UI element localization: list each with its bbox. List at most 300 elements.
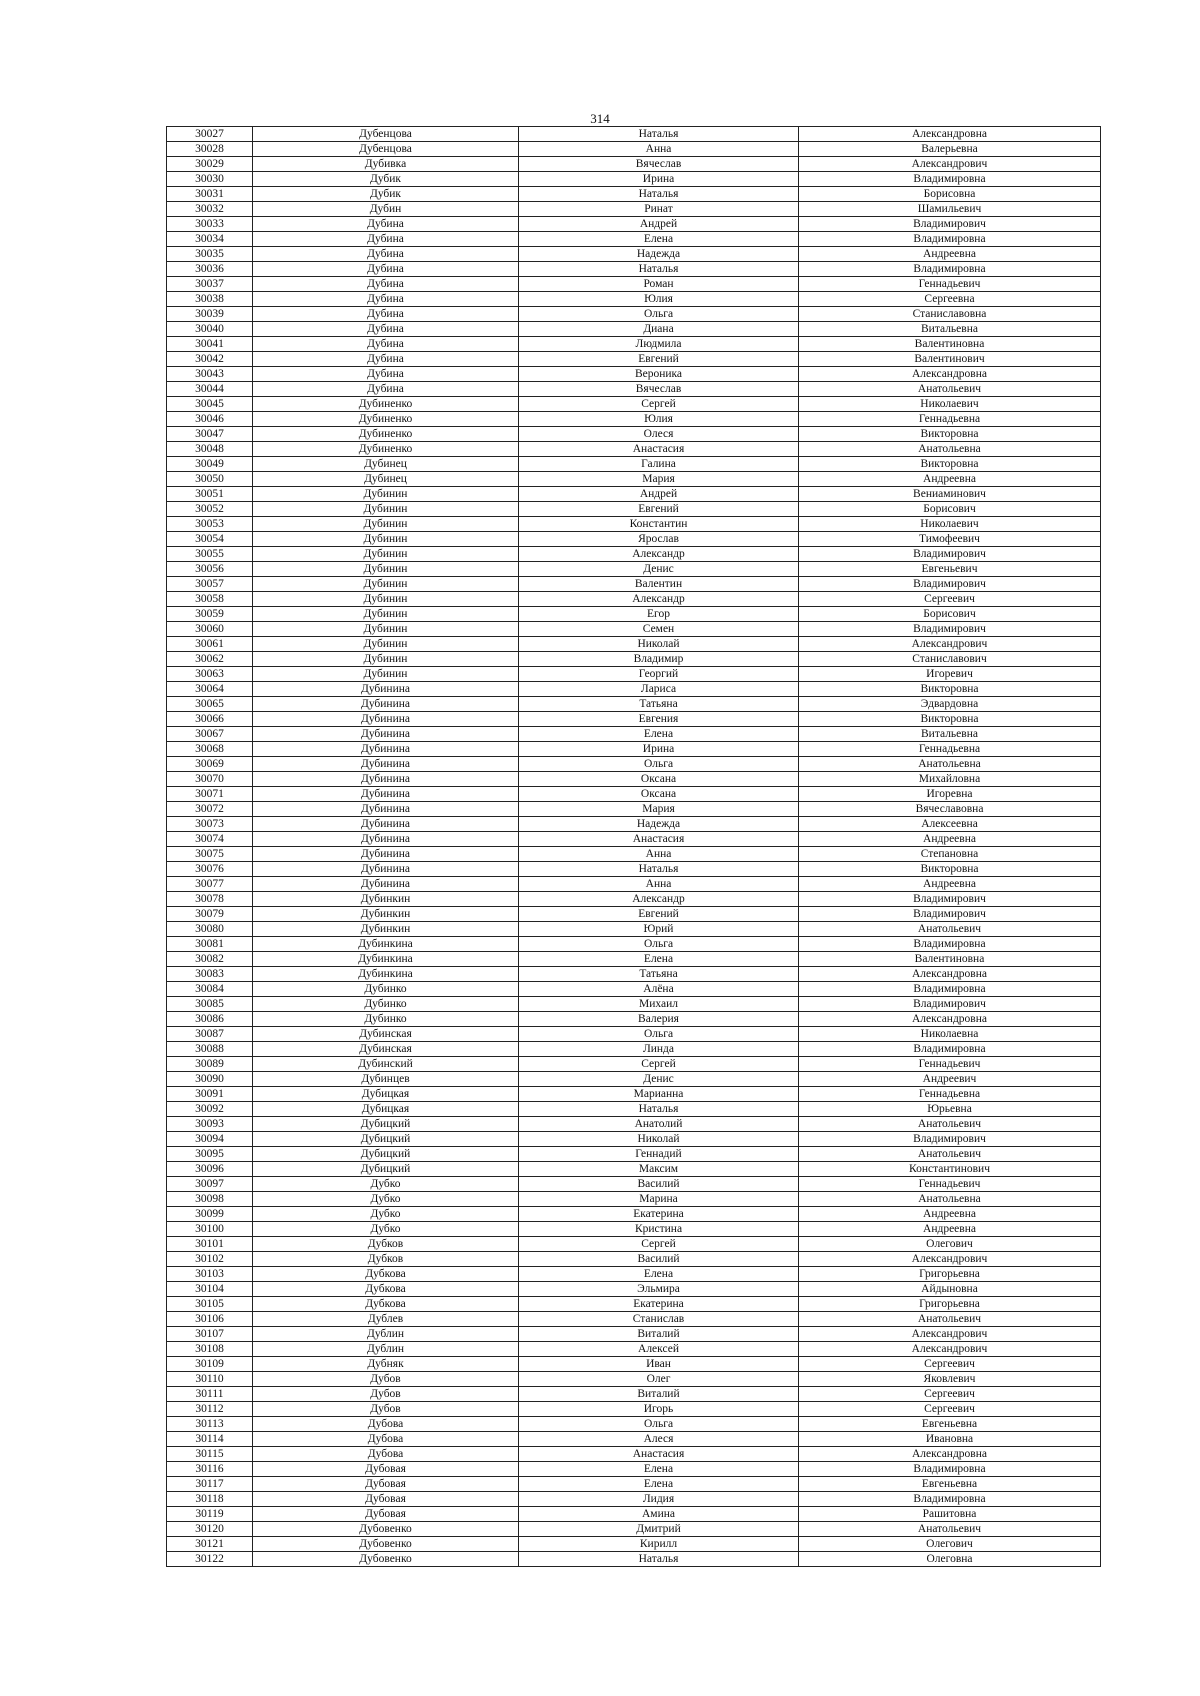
name-cell: Сергей — [519, 397, 799, 412]
surname-cell: Дубина — [253, 217, 519, 232]
name-cell: Александр — [519, 592, 799, 607]
patronymic-cell: Владимировна — [799, 1492, 1101, 1507]
surname-cell: Дубицкий — [253, 1117, 519, 1132]
name-cell: Юлия — [519, 292, 799, 307]
name-cell: Семен — [519, 622, 799, 637]
patronymic-cell: Викторовна — [799, 712, 1101, 727]
surname-cell: Дубина — [253, 262, 519, 277]
name-cell: Вячеслав — [519, 157, 799, 172]
surname-cell: Дубиненко — [253, 397, 519, 412]
name-cell: Елена — [519, 952, 799, 967]
surname-cell: Дубинская — [253, 1027, 519, 1042]
table-row — [167, 1147, 1101, 1162]
row-id-cell: 30035 — [167, 247, 253, 262]
surname-cell: Дубкова — [253, 1297, 519, 1312]
patronymic-cell: Витальевна — [799, 322, 1101, 337]
name-cell: Анна — [519, 877, 799, 892]
row-id-cell: 30059 — [167, 607, 253, 622]
table-row — [167, 1462, 1101, 1477]
row-id-cell: 30032 — [167, 202, 253, 217]
patronymic-cell: Шамильевич — [799, 202, 1101, 217]
name-cell: Геннадий — [519, 1147, 799, 1162]
table-row — [167, 1447, 1101, 1462]
surname-cell: Дубина — [253, 277, 519, 292]
name-cell: Евгений — [519, 502, 799, 517]
name-cell: Иван — [519, 1357, 799, 1372]
name-cell: Александр — [519, 547, 799, 562]
surname-cell: Дубинина — [253, 727, 519, 742]
table-row — [167, 1042, 1101, 1057]
name-cell: Виталий — [519, 1327, 799, 1342]
patronymic-cell: Валентиновна — [799, 337, 1101, 352]
name-cell: Линда — [519, 1042, 799, 1057]
patronymic-cell: Владимирович — [799, 907, 1101, 922]
name-cell: Андрей — [519, 217, 799, 232]
table-row — [167, 1162, 1101, 1177]
row-id-cell: 30091 — [167, 1087, 253, 1102]
surname-cell: Дубина — [253, 307, 519, 322]
row-id-cell: 30041 — [167, 337, 253, 352]
name-cell: Егор — [519, 607, 799, 622]
surname-cell: Дубивка — [253, 157, 519, 172]
patronymic-cell: Николаевна — [799, 1027, 1101, 1042]
patronymic-cell: Николаевич — [799, 397, 1101, 412]
surname-cell: Дубинина — [253, 877, 519, 892]
row-id-cell: 30029 — [167, 157, 253, 172]
row-id-cell: 30088 — [167, 1042, 253, 1057]
name-cell: Игорь — [519, 1402, 799, 1417]
surname-cell: Дубовенко — [253, 1537, 519, 1552]
table-row — [167, 172, 1101, 187]
surname-cell: Дубинец — [253, 457, 519, 472]
row-id-cell: 30099 — [167, 1207, 253, 1222]
table-row — [167, 307, 1101, 322]
name-cell: Людмила — [519, 337, 799, 352]
name-cell: Наталья — [519, 262, 799, 277]
row-id-cell: 30030 — [167, 172, 253, 187]
surname-cell: Дубова — [253, 1417, 519, 1432]
table-row — [167, 937, 1101, 952]
table-row — [167, 832, 1101, 847]
name-cell: Ярослав — [519, 532, 799, 547]
table-row — [167, 517, 1101, 532]
patronymic-cell: Евгеньевич — [799, 562, 1101, 577]
table-row — [167, 1177, 1101, 1192]
registry-table-body — [167, 127, 1101, 1567]
table-row — [167, 427, 1101, 442]
name-cell: Сергей — [519, 1057, 799, 1072]
name-cell: Надежда — [519, 817, 799, 832]
surname-cell: Дубов — [253, 1372, 519, 1387]
name-cell: Вероника — [519, 367, 799, 382]
surname-cell: Дубинина — [253, 712, 519, 727]
row-id-cell: 30033 — [167, 217, 253, 232]
table-row — [167, 322, 1101, 337]
surname-cell: Дублин — [253, 1327, 519, 1342]
row-id-cell: 30048 — [167, 442, 253, 457]
name-cell: Наталья — [519, 127, 799, 142]
name-cell: Елена — [519, 1462, 799, 1477]
table-row — [167, 157, 1101, 172]
name-cell: Евгения — [519, 712, 799, 727]
patronymic-cell: Геннадьевна — [799, 1087, 1101, 1102]
row-id-cell: 30057 — [167, 577, 253, 592]
surname-cell: Дубинин — [253, 637, 519, 652]
name-cell: Марина — [519, 1192, 799, 1207]
table-row — [167, 1102, 1101, 1117]
patronymic-cell: Андреевна — [799, 247, 1101, 262]
patronymic-cell: Геннадьевич — [799, 1177, 1101, 1192]
surname-cell: Дубинина — [253, 862, 519, 877]
name-cell: Татьяна — [519, 697, 799, 712]
surname-cell: Дубко — [253, 1207, 519, 1222]
surname-cell: Дубина — [253, 232, 519, 247]
row-id-cell: 30058 — [167, 592, 253, 607]
surname-cell: Дубинкин — [253, 892, 519, 907]
table-row — [167, 1237, 1101, 1252]
table-row — [167, 667, 1101, 682]
table-row — [167, 1072, 1101, 1087]
row-id-cell: 30097 — [167, 1177, 253, 1192]
surname-cell: Дубовая — [253, 1477, 519, 1492]
row-id-cell: 30044 — [167, 382, 253, 397]
patronymic-cell: Владимирович — [799, 1132, 1101, 1147]
surname-cell: Дубинин — [253, 652, 519, 667]
row-id-cell: 30095 — [167, 1147, 253, 1162]
patronymic-cell: Анатольевич — [799, 1147, 1101, 1162]
patronymic-cell: Анатольевна — [799, 757, 1101, 772]
surname-cell: Дубицкая — [253, 1102, 519, 1117]
table-row — [167, 592, 1101, 607]
row-id-cell: 30100 — [167, 1222, 253, 1237]
name-cell: Анна — [519, 847, 799, 862]
page-number: 314 — [590, 111, 610, 126]
patronymic-cell: Геннадьевич — [799, 1057, 1101, 1072]
name-cell: Ольга — [519, 757, 799, 772]
patronymic-cell: Степановна — [799, 847, 1101, 862]
row-id-cell: 30077 — [167, 877, 253, 892]
table-row — [167, 1267, 1101, 1282]
patronymic-cell: Анатольевна — [799, 442, 1101, 457]
patronymic-cell: Анатольевич — [799, 1312, 1101, 1327]
name-cell: Сергей — [519, 1237, 799, 1252]
patronymic-cell: Вячеславовна — [799, 802, 1101, 817]
row-id-cell: 30056 — [167, 562, 253, 577]
name-cell: Елена — [519, 727, 799, 742]
table-row — [167, 622, 1101, 637]
surname-cell: Дубинина — [253, 697, 519, 712]
table-row — [167, 757, 1101, 772]
name-cell: Екатерина — [519, 1297, 799, 1312]
table-row — [167, 847, 1101, 862]
table-row — [167, 232, 1101, 247]
table-row — [167, 967, 1101, 982]
row-id-cell: 30040 — [167, 322, 253, 337]
patronymic-cell: Александровна — [799, 127, 1101, 142]
table-row — [167, 1132, 1101, 1147]
surname-cell: Дубицкая — [253, 1087, 519, 1102]
surname-cell: Дубинская — [253, 1042, 519, 1057]
table-row — [167, 997, 1101, 1012]
row-id-cell: 30098 — [167, 1192, 253, 1207]
table-row — [167, 367, 1101, 382]
surname-cell: Дубинин — [253, 502, 519, 517]
row-id-cell: 30036 — [167, 262, 253, 277]
name-cell: Елена — [519, 1477, 799, 1492]
name-cell: Константин — [519, 517, 799, 532]
name-cell: Николай — [519, 1132, 799, 1147]
surname-cell: Дубинкин — [253, 907, 519, 922]
row-id-cell: 30052 — [167, 502, 253, 517]
table-row — [167, 652, 1101, 667]
table-row — [167, 1252, 1101, 1267]
table-row — [167, 1222, 1101, 1237]
row-id-cell: 30122 — [167, 1552, 253, 1567]
name-cell: Амина — [519, 1507, 799, 1522]
patronymic-cell: Ивановна — [799, 1432, 1101, 1447]
name-cell: Юрий — [519, 922, 799, 937]
table-row — [167, 472, 1101, 487]
table-row — [167, 397, 1101, 412]
row-id-cell: 30028 — [167, 142, 253, 157]
table-row — [167, 1087, 1101, 1102]
surname-cell: Дубинина — [253, 757, 519, 772]
patronymic-cell: Викторовна — [799, 682, 1101, 697]
row-id-cell: 30047 — [167, 427, 253, 442]
row-id-cell: 30078 — [167, 892, 253, 907]
row-id-cell: 30069 — [167, 757, 253, 772]
row-id-cell: 30112 — [167, 1402, 253, 1417]
table-row — [167, 727, 1101, 742]
surname-cell: Дубицкий — [253, 1132, 519, 1147]
row-id-cell: 30074 — [167, 832, 253, 847]
patronymic-cell: Викторовна — [799, 427, 1101, 442]
patronymic-cell: Николаевич — [799, 517, 1101, 532]
name-cell: Наталья — [519, 187, 799, 202]
row-id-cell: 30082 — [167, 952, 253, 967]
name-cell: Андрей — [519, 487, 799, 502]
table-row — [167, 1432, 1101, 1447]
surname-cell: Дубинский — [253, 1057, 519, 1072]
table-row — [167, 547, 1101, 562]
name-cell: Станислав — [519, 1312, 799, 1327]
patronymic-cell: Михайловна — [799, 772, 1101, 787]
name-cell: Михаил — [519, 997, 799, 1012]
table-row — [167, 532, 1101, 547]
row-id-cell: 30071 — [167, 787, 253, 802]
table-row — [167, 562, 1101, 577]
table-row — [167, 1192, 1101, 1207]
surname-cell: Дубовая — [253, 1462, 519, 1477]
name-cell: Эльмира — [519, 1282, 799, 1297]
table-row — [167, 217, 1101, 232]
surname-cell: Дубик — [253, 172, 519, 187]
name-cell: Николай — [519, 637, 799, 652]
patronymic-cell: Анатольевич — [799, 382, 1101, 397]
name-cell: Наталья — [519, 1552, 799, 1567]
registry-table-container — [166, 126, 1101, 1567]
patronymic-cell: Валентинович — [799, 352, 1101, 367]
row-id-cell: 30115 — [167, 1447, 253, 1462]
table-row — [167, 952, 1101, 967]
row-id-cell: 30061 — [167, 637, 253, 652]
patronymic-cell: Олегович — [799, 1237, 1101, 1252]
name-cell: Оксана — [519, 772, 799, 787]
table-row — [167, 292, 1101, 307]
row-id-cell: 30054 — [167, 532, 253, 547]
row-id-cell: 30080 — [167, 922, 253, 937]
patronymic-cell: Владимировна — [799, 172, 1101, 187]
surname-cell: Дубкова — [253, 1267, 519, 1282]
name-cell: Виталий — [519, 1387, 799, 1402]
surname-cell: Дубко — [253, 1222, 519, 1237]
patronymic-cell: Владимирович — [799, 892, 1101, 907]
name-cell: Анна — [519, 142, 799, 157]
surname-cell: Дубинин — [253, 667, 519, 682]
row-id-cell: 30086 — [167, 1012, 253, 1027]
row-id-cell: 30081 — [167, 937, 253, 952]
patronymic-cell: Викторовна — [799, 862, 1101, 877]
patronymic-cell: Алексеевна — [799, 817, 1101, 832]
surname-cell: Дубинина — [253, 682, 519, 697]
name-cell: Олеся — [519, 427, 799, 442]
surname-cell: Дубова — [253, 1432, 519, 1447]
row-id-cell: 30087 — [167, 1027, 253, 1042]
name-cell: Денис — [519, 1072, 799, 1087]
surname-cell: Дубовая — [253, 1507, 519, 1522]
patronymic-cell: Владимировна — [799, 937, 1101, 952]
table-row — [167, 487, 1101, 502]
surname-cell: Дубина — [253, 247, 519, 262]
row-id-cell: 30117 — [167, 1477, 253, 1492]
patronymic-cell: Александровна — [799, 1012, 1101, 1027]
row-id-cell: 30050 — [167, 472, 253, 487]
table-row — [167, 247, 1101, 262]
name-cell: Ринат — [519, 202, 799, 217]
registry-table — [166, 126, 1101, 1567]
table-row — [167, 1012, 1101, 1027]
name-cell: Надежда — [519, 247, 799, 262]
name-cell: Марианна — [519, 1087, 799, 1102]
name-cell: Василий — [519, 1252, 799, 1267]
row-id-cell: 30107 — [167, 1327, 253, 1342]
name-cell: Ольга — [519, 1027, 799, 1042]
surname-cell: Дубинина — [253, 787, 519, 802]
patronymic-cell: Вениаминович — [799, 487, 1101, 502]
name-cell: Диана — [519, 322, 799, 337]
table-row — [167, 742, 1101, 757]
row-id-cell: 30106 — [167, 1312, 253, 1327]
patronymic-cell: Андреевна — [799, 877, 1101, 892]
row-id-cell: 30084 — [167, 982, 253, 997]
patronymic-cell: Владимировна — [799, 232, 1101, 247]
patronymic-cell: Владимировна — [799, 982, 1101, 997]
patronymic-cell: Владимирович — [799, 547, 1101, 562]
surname-cell: Дубин — [253, 202, 519, 217]
patronymic-cell: Александрович — [799, 637, 1101, 652]
table-row — [167, 1492, 1101, 1507]
surname-cell: Дубков — [253, 1237, 519, 1252]
surname-cell: Дублев — [253, 1312, 519, 1327]
name-cell: Валентин — [519, 577, 799, 592]
table-row — [167, 382, 1101, 397]
table-row — [167, 1207, 1101, 1222]
row-id-cell: 30120 — [167, 1522, 253, 1537]
surname-cell: Дубина — [253, 367, 519, 382]
table-row — [167, 817, 1101, 832]
row-id-cell: 30083 — [167, 967, 253, 982]
surname-cell: Дубинцев — [253, 1072, 519, 1087]
surname-cell: Дубинина — [253, 742, 519, 757]
name-cell: Алёна — [519, 982, 799, 997]
name-cell: Вячеслав — [519, 382, 799, 397]
patronymic-cell: Витальевна — [799, 727, 1101, 742]
row-id-cell: 30063 — [167, 667, 253, 682]
table-row — [167, 1477, 1101, 1492]
table-row — [167, 1357, 1101, 1372]
name-cell: Олег — [519, 1372, 799, 1387]
patronymic-cell: Геннадьевич — [799, 277, 1101, 292]
row-id-cell: 30060 — [167, 622, 253, 637]
row-id-cell: 30037 — [167, 277, 253, 292]
table-row — [167, 1027, 1101, 1042]
patronymic-cell: Олегович — [799, 1537, 1101, 1552]
name-cell: Роман — [519, 277, 799, 292]
patronymic-cell: Андреевна — [799, 472, 1101, 487]
row-id-cell: 30068 — [167, 742, 253, 757]
row-id-cell: 30111 — [167, 1387, 253, 1402]
surname-cell: Дубинина — [253, 817, 519, 832]
patronymic-cell: Сергеевна — [799, 292, 1101, 307]
patronymic-cell: Сергеевич — [799, 1402, 1101, 1417]
row-id-cell: 30046 — [167, 412, 253, 427]
row-id-cell: 30076 — [167, 862, 253, 877]
name-cell: Оксана — [519, 787, 799, 802]
table-row — [167, 1057, 1101, 1072]
name-cell: Максим — [519, 1162, 799, 1177]
patronymic-cell: Юрьевна — [799, 1102, 1101, 1117]
table-row — [167, 1522, 1101, 1537]
surname-cell: Дубкова — [253, 1282, 519, 1297]
surname-cell: Дубинина — [253, 847, 519, 862]
patronymic-cell: Константинович — [799, 1162, 1101, 1177]
patronymic-cell: Евгеньевна — [799, 1477, 1101, 1492]
name-cell: Лидия — [519, 1492, 799, 1507]
patronymic-cell: Анатольевна — [799, 1192, 1101, 1207]
patronymic-cell: Валентиновна — [799, 952, 1101, 967]
table-row — [167, 577, 1101, 592]
patronymic-cell: Рашитовна — [799, 1507, 1101, 1522]
surname-cell: Дубинина — [253, 832, 519, 847]
surname-cell: Дубовенко — [253, 1552, 519, 1567]
table-row — [167, 352, 1101, 367]
row-id-cell: 30093 — [167, 1117, 253, 1132]
row-id-cell: 30051 — [167, 487, 253, 502]
surname-cell: Дубинкина — [253, 967, 519, 982]
patronymic-cell: Анатольевич — [799, 922, 1101, 937]
patronymic-cell: Григорьевна — [799, 1297, 1101, 1312]
name-cell: Анастасия — [519, 442, 799, 457]
name-cell: Георгий — [519, 667, 799, 682]
surname-cell: Дубинко — [253, 1012, 519, 1027]
surname-cell: Дубов — [253, 1402, 519, 1417]
table-row — [167, 412, 1101, 427]
table-row — [167, 607, 1101, 622]
row-id-cell: 30055 — [167, 547, 253, 562]
table-row — [167, 907, 1101, 922]
table-row — [167, 502, 1101, 517]
name-cell: Юлия — [519, 412, 799, 427]
